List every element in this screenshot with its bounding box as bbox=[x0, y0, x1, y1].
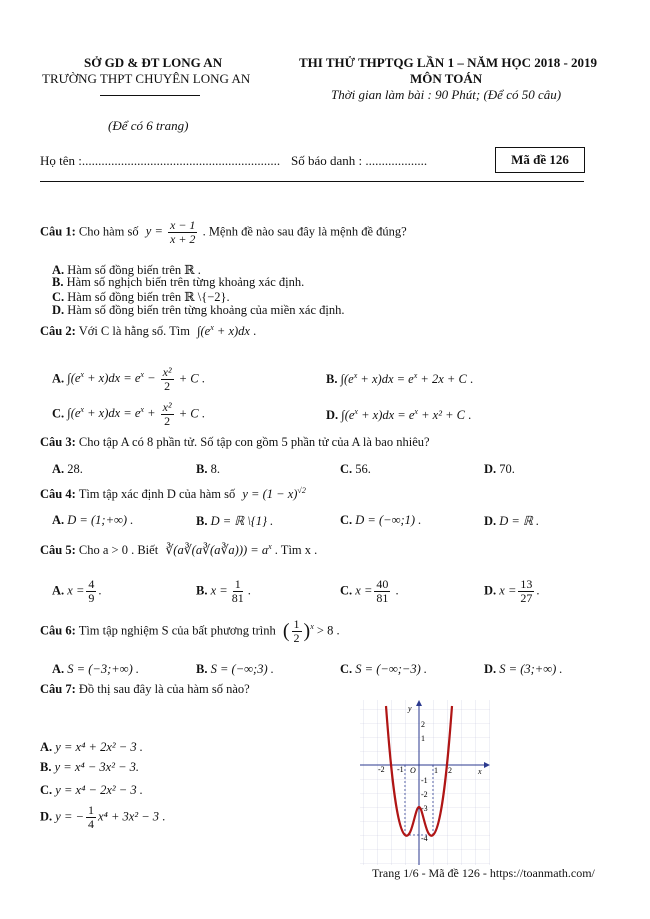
q1-option-c[interactable]: C. Hàm số đồng biến trên ℝ \{−2}. bbox=[52, 290, 230, 304]
exam-title: THI THỬ THPTQG LẦN 1 – NĂM HỌC 2018 - 2019 bbox=[299, 55, 598, 70]
q7-option-b[interactable]: B. y = x⁴ − 3x² − 3. bbox=[40, 760, 140, 774]
origin-label: O bbox=[410, 766, 416, 775]
q5-option-c[interactable]: C. x = $\frac{40}{81}$ . bbox=[340, 577, 399, 605]
q6-option-d[interactable]: D. S = (3;+∞) . bbox=[484, 662, 563, 676]
y-tick-neg3: -3 bbox=[421, 804, 428, 813]
q1-option-b[interactable]: B. Hàm số nghịch biến trên từng khoảng xác định. bbox=[52, 275, 305, 289]
time-note: Thời gian làm bài : 90 Phút; (Để có 50 câu) bbox=[331, 87, 562, 102]
question-4: Câu 4: Tìm tập xác định D của hàm số $y = (1 - x)^{√2}$ bbox=[40, 486, 306, 502]
y-tick-neg4: -4 bbox=[421, 834, 428, 843]
q6-option-b[interactable]: B. S = (−∞;3) . bbox=[196, 662, 274, 676]
x-tick-neg1: -1 bbox=[397, 765, 404, 774]
y-tick-neg1: -1 bbox=[421, 776, 428, 785]
header-underline bbox=[100, 95, 200, 96]
exam-code-box: Mã đề 126 bbox=[495, 147, 585, 173]
school-name: TRƯỜNG THPT CHUYÊN LONG AN bbox=[42, 71, 251, 86]
pages-note: (Để có 6 trang) bbox=[108, 118, 189, 133]
q5-option-a[interactable]: A. x = $\frac{4}{9}$ . bbox=[52, 577, 102, 605]
q1-option-d[interactable]: D. Hàm số đồng biến trên từng khoảng của miền xác định. bbox=[52, 303, 345, 317]
q2-option-c[interactable]: C. $\int(e^x + x)dx = e^x$ + $\frac{\text{x²}}{2}$ + C . bbox=[52, 400, 205, 428]
q2-option-d[interactable]: D. $\int(e^x + x)dx = e^x + x^2 + C$ . bbox=[326, 407, 472, 423]
q5-option-d[interactable]: D. x = $\frac{13}{27}$ . bbox=[484, 577, 540, 605]
q4-option-a[interactable]: A. D = (1;+∞) . bbox=[52, 513, 134, 527]
question-3: Câu 3: Cho tập A có 8 phần tử. Số tập con gồm 5 phần tử của A là bao nhiêu? bbox=[40, 435, 430, 449]
q2-option-a[interactable]: A. $\int(e^x + x)dx = e^x$ − $\frac{\text{x²}}{2}$ + C . bbox=[52, 365, 205, 393]
y-tick-2: 2 bbox=[421, 720, 425, 729]
page-footer: Trang 1/6 - Mã đề 126 - https://toanmath.com/ bbox=[372, 866, 595, 880]
question-6: Câu 6: Tìm tập nghiệm S của bất phương trình ( $\frac{1}{2}$ )$^x$ > 8 . bbox=[40, 617, 340, 645]
q4-option-d[interactable]: D. D = ℝ . bbox=[484, 514, 540, 528]
question-2: Câu 2: Với C là hằng số. Tìm $\int(e^x + x)dx$ . bbox=[40, 323, 257, 339]
q6-option-a[interactable]: A. S = (−3;+∞) . bbox=[52, 662, 139, 676]
department-name: SỞ GD & ĐT LONG AN bbox=[84, 55, 223, 70]
sbd-line: Số báo danh : ................... bbox=[291, 153, 428, 168]
q7-option-a[interactable]: A. y = x⁴ + 2x² − 3 . bbox=[40, 740, 143, 754]
q7-option-c[interactable]: C. y = x⁴ − 2x² − 3 . bbox=[40, 783, 143, 797]
question-7: Câu 7: Đồ thị sau đây là của hàm số nào? bbox=[40, 682, 250, 696]
x-tick-2: 2 bbox=[448, 766, 452, 775]
q7-option-d[interactable]: D. y = − $\frac{1}{4}$ x⁴ + 3x² − 3 . bbox=[40, 803, 166, 831]
q3-option-a[interactable]: A. 28. bbox=[52, 462, 83, 476]
subject: MÔN TOÁN bbox=[410, 71, 483, 86]
q2-option-b[interactable]: B. $\int(e^x + x)dx = e^x + 2x + C$ . bbox=[326, 371, 474, 387]
q3-option-d[interactable]: D. 70. bbox=[484, 462, 515, 476]
question-5: Câu 5: Cho a > 0 . Biết ∛(a∛(a∛(a∛a))) = $a^x$ . Tìm x . bbox=[40, 542, 318, 558]
x-tick-1: 1 bbox=[434, 766, 438, 775]
y-tick-1: 1 bbox=[421, 734, 425, 743]
function-graph bbox=[360, 700, 490, 865]
q6-option-c[interactable]: C. S = (−∞;−3) . bbox=[340, 662, 427, 676]
q4-option-b[interactable]: B. D = ℝ \{1} . bbox=[196, 514, 274, 528]
y-axis-label: y bbox=[408, 704, 412, 713]
info-divider bbox=[40, 181, 584, 182]
question-1: Câu 1: Cho hàm số y = $\frac{x - 1}{x + 2}$ . Mệnh đề nào sau đây là mệnh đề đúng? bbox=[40, 218, 407, 246]
q5-option-b[interactable]: B. x = $\frac{1}{81}$ . bbox=[196, 577, 251, 605]
q3-option-c[interactable]: C. 56. bbox=[340, 462, 371, 476]
q1-option-a[interactable]: A. Hàm số đồng biến trên ℝ . bbox=[52, 263, 201, 277]
x-tick-neg2: -2 bbox=[378, 765, 385, 774]
name-line: Họ tên :............................................................. bbox=[40, 153, 281, 168]
q3-option-b[interactable]: B. 8. bbox=[196, 462, 220, 476]
q4-option-c[interactable]: C. D = (−∞;1) . bbox=[340, 513, 422, 527]
y-tick-neg2: -2 bbox=[421, 790, 428, 799]
x-axis-label: x bbox=[478, 767, 482, 776]
